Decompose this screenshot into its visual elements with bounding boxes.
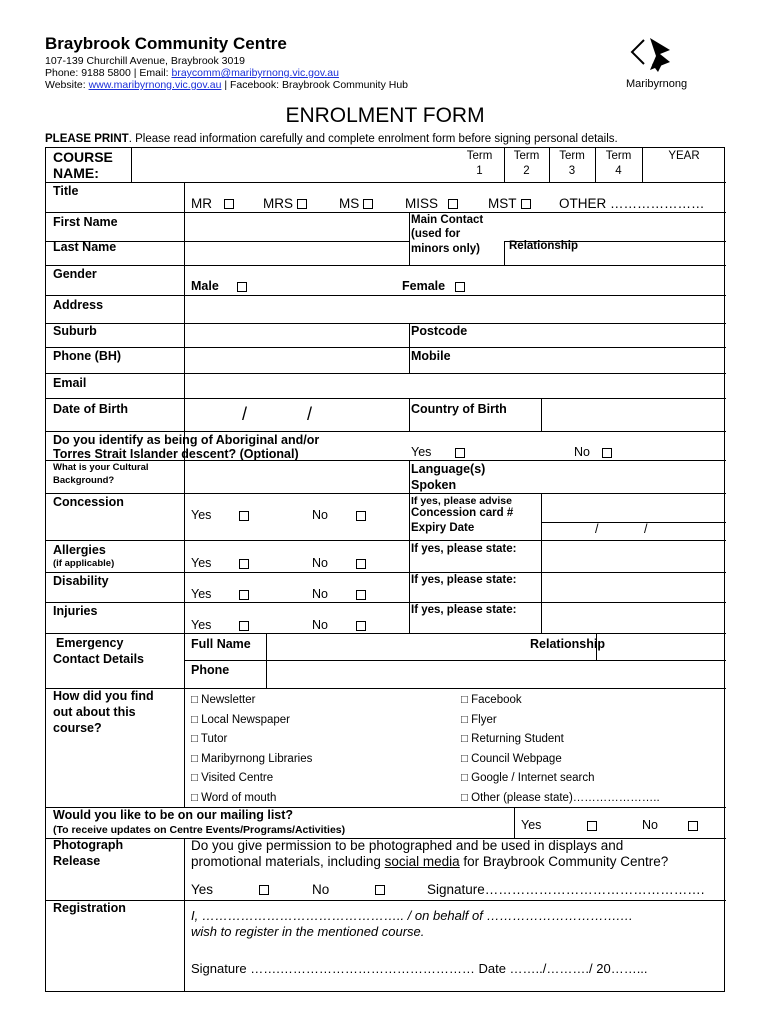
how-option-left-5[interactable]: □ Word of mouth: [191, 791, 277, 804]
intro-bold: PLEASE PRINT: [45, 133, 129, 145]
yes-label: Yes: [191, 587, 212, 601]
title-option-other[interactable]: OTHER …………………: [559, 196, 705, 211]
how-option-left-1[interactable]: □ Local Newspaper: [191, 713, 290, 726]
col-divider: [409, 398, 410, 431]
row-divider: [46, 265, 726, 266]
checkbox[interactable]: [239, 559, 249, 569]
title-option-mst[interactable]: [488, 196, 531, 212]
mobile-label: Mobile: [411, 349, 451, 363]
checkbox[interactable]: [239, 511, 249, 521]
injuries-no[interactable]: [312, 618, 366, 633]
title-option-mr[interactable]: [191, 196, 234, 212]
org-address: 107-139 Churchill Avenue, Braybrook 3019: [45, 55, 246, 67]
yes-label: Yes: [191, 882, 214, 897]
no-label: No: [312, 618, 328, 632]
registration-declaration-2: wish to register in the mentioned course.: [191, 924, 425, 939]
how-option-right-4[interactable]: □ Google / Internet search: [461, 772, 595, 784]
how-option-right-1[interactable]: □ Flyer: [461, 713, 497, 726]
injuries-state-label: If yes, please state:: [411, 604, 517, 616]
term-2-label: Term: [513, 150, 540, 162]
last-name-field[interactable]: [185, 242, 408, 264]
photo-q-text-end: for Braybrook Community Centre?: [459, 854, 669, 869]
how-option-right-5[interactable]: □ Other (please state)…………………..: [461, 791, 660, 804]
term-4-number: 4: [615, 165, 622, 177]
phone-text: Phone: 9188 5800 | Email:: [45, 67, 172, 79]
injuries-yes[interactable]: [191, 618, 249, 633]
col-divider: [409, 212, 410, 265]
website-prefix: Website:: [45, 79, 89, 91]
checkbox[interactable]: [455, 448, 465, 458]
checkbox[interactable]: [239, 621, 249, 631]
row-divider: [46, 431, 726, 432]
no-label: No: [312, 882, 330, 897]
emergency-relationship-label: Relationship: [530, 637, 606, 651]
registration-label: Registration: [53, 901, 126, 915]
row-divider: [46, 323, 726, 324]
how-found-label-2: out about this: [53, 705, 136, 719]
how-found-label-3: course?: [53, 721, 102, 735]
checkbox[interactable]: [448, 199, 458, 209]
mailing-no[interactable]: [642, 818, 698, 833]
social-media-text: social media: [384, 854, 460, 869]
term-4-label: Term: [605, 150, 632, 162]
org-website: [45, 79, 408, 91]
col-divider: [184, 182, 185, 808]
no-label: No: [312, 508, 328, 522]
allergies-sub-label: (if applicable): [53, 558, 115, 569]
org-phone-email: [45, 67, 339, 79]
female-label: Female: [402, 279, 446, 293]
main-contact-label: Main Contact: [411, 214, 484, 226]
intro-rest: . Please read information carefully and complete enrolment form before signing personal details.: [128, 133, 618, 145]
title-mrs-label: MRS: [263, 196, 293, 211]
mailing-list-question: Would you like to be on our mailing list?: [53, 808, 294, 822]
col-divider: [504, 241, 505, 265]
form-title: ENROLMENT FORM: [285, 104, 485, 127]
course-label-2: NAME:: [53, 165, 99, 181]
checkbox[interactable]: [688, 821, 698, 831]
how-option-right-2[interactable]: □ Returning Student: [461, 733, 564, 745]
col-divider: [541, 493, 542, 633]
no-label: No: [312, 587, 328, 601]
phone-bh-label: Phone (BH): [53, 349, 122, 363]
mailing-yes[interactable]: [521, 818, 597, 833]
allergies-label: Allergies: [53, 543, 106, 557]
emergency-full-name-label: Full Name: [191, 637, 251, 651]
disability-yes[interactable]: [191, 587, 249, 602]
logo-text: Maribyrnong: [626, 78, 688, 90]
how-option-right-3[interactable]: □ Council Webpage: [461, 752, 562, 765]
term-1-label: Term: [466, 150, 493, 162]
col-divider: [184, 838, 185, 992]
term-1-number: 1: [476, 165, 483, 177]
how-option-left-0[interactable]: □ Newsletter: [191, 694, 256, 706]
checkbox[interactable]: [363, 199, 373, 209]
checkbox[interactable]: [356, 559, 366, 569]
title-mst-label: MST: [488, 196, 517, 211]
row-divider: [46, 602, 726, 603]
col-divider: [409, 460, 410, 633]
concession-no[interactable]: [312, 508, 366, 523]
allergies-yes[interactable]: [191, 556, 249, 571]
form-intro: [45, 133, 618, 145]
row-divider: [541, 522, 726, 523]
title-option-miss[interactable]: [405, 196, 458, 212]
photo-question: Do you give permission to be photographed and be used in displays and: [191, 838, 624, 853]
no-label: No: [574, 445, 590, 459]
website-link[interactable]: www.maribyrnong.vic.gov.au: [88, 79, 222, 91]
relationship-label: Relationship: [509, 240, 579, 252]
checkbox[interactable]: [602, 448, 612, 458]
checkbox[interactable]: [356, 511, 366, 521]
first-name-label: First Name: [53, 215, 118, 229]
checkbox[interactable]: [239, 590, 249, 600]
emergency-label-2: Contact Details: [53, 652, 144, 666]
col-divider: [266, 633, 267, 688]
expiry-separator: /: [595, 522, 599, 536]
checkbox[interactable]: [356, 621, 366, 631]
no-label: No: [642, 818, 658, 832]
dob-label: Date of Birth: [53, 402, 128, 416]
title-option-mrs[interactable]: [263, 196, 307, 212]
photo-signature-line[interactable]: Signature………………………………………….: [427, 882, 705, 897]
row-divider: [46, 398, 726, 399]
injuries-label: Injuries: [53, 604, 98, 618]
checkbox[interactable]: [587, 821, 597, 831]
allergies-no[interactable]: [312, 556, 366, 571]
gender-label: Gender: [53, 267, 97, 281]
cultural-background-label: What is your Cultural: [53, 462, 149, 473]
row-divider: [46, 493, 726, 494]
address-field[interactable]: [185, 296, 725, 322]
no-label: No: [312, 556, 328, 570]
cultural-background-label-2: Background?: [53, 475, 115, 486]
row-divider: [46, 572, 726, 573]
row-divider: [46, 540, 726, 541]
concession-yes[interactable]: [191, 508, 249, 523]
allergies-state-label: If yes, please state:: [411, 543, 517, 555]
row-divider: [46, 900, 726, 901]
term-3-label: Term: [559, 150, 585, 162]
row-divider: [46, 182, 726, 183]
main-contact-label-3: minors only): [411, 243, 481, 255]
title-mr-label: MR: [191, 196, 212, 211]
maribyrnong-logo: [622, 34, 714, 98]
title-label: Title: [53, 184, 79, 198]
title-option-ms[interactable]: [339, 196, 373, 212]
last-name-label: Last Name: [53, 240, 117, 254]
email-link[interactable]: braycomm@maribyrnong.vic.gov.au: [171, 67, 339, 79]
gender-male[interactable]: [191, 279, 247, 294]
how-found-label: How did you find: [53, 689, 154, 703]
term-3-number: 3: [568, 165, 576, 177]
term-2-number: 2: [523, 165, 530, 177]
dob-separator: /: [242, 404, 248, 424]
photo-no[interactable]: [312, 882, 385, 898]
disability-no[interactable]: [312, 587, 366, 602]
main-contact-label-2: (used for: [411, 228, 461, 240]
row-divider: [46, 347, 726, 348]
dob-separator: /: [307, 404, 313, 424]
how-option-right-0[interactable]: □ Facebook: [461, 694, 522, 706]
suburb-label: Suburb: [53, 324, 97, 338]
concession-card-label: Concession card #: [411, 507, 514, 519]
enrolment-form-table: [45, 147, 725, 992]
disability-state-label: If yes, please state:: [411, 574, 517, 586]
col-divider: [541, 398, 542, 431]
checkbox[interactable]: [224, 199, 234, 209]
photo-question-2: [191, 854, 668, 870]
address-label: Address: [53, 298, 104, 312]
checkbox[interactable]: [455, 282, 465, 292]
atsi-no[interactable]: [574, 445, 612, 460]
col-divider: [409, 323, 410, 373]
year-label: YEAR: [668, 150, 700, 162]
checkbox[interactable]: [237, 282, 247, 292]
emergency-label: Emergency: [56, 636, 124, 650]
yes-label: Yes: [191, 556, 212, 570]
yes-label: Yes: [411, 445, 432, 459]
registration-signature-date[interactable]: Signature …….……………………………………… Date ……../………./ 20……...: [191, 961, 648, 976]
photo-yes[interactable]: [191, 882, 269, 898]
mailing-list-sub: (To receive updates on Centre Events/Programs/Activities): [53, 824, 346, 836]
expiry-date-label: Expiry Date: [411, 522, 475, 534]
atsi-question: Do you identify as being of Aboriginal and/or: [53, 433, 320, 447]
yes-label: Yes: [191, 618, 212, 632]
checkbox[interactable]: [521, 199, 531, 209]
course-label: COURSE: [53, 149, 113, 165]
concession-label: Concession: [53, 495, 124, 509]
country-of-birth-label: Country of Birth: [411, 402, 507, 416]
checkbox[interactable]: [297, 199, 307, 209]
col-divider: [514, 807, 515, 838]
first-name-field[interactable]: [185, 213, 408, 240]
photo-release-label-2: Release: [53, 854, 101, 868]
how-option-left-2[interactable]: □ Tutor: [191, 733, 228, 745]
disability-label: Disability: [53, 574, 109, 588]
photo-q-text: promotional materials, including: [191, 854, 385, 869]
photo-release-label: Photograph: [53, 838, 124, 852]
title-miss-label: MISS: [405, 196, 439, 211]
facebook-text: | Facebook: Braybrook Community Hub: [221, 79, 409, 91]
how-option-left-4[interactable]: □ Visited Centre: [191, 772, 274, 784]
postcode-label: Postcode: [411, 324, 468, 338]
yes-label: Yes: [521, 818, 542, 832]
male-label: Male: [191, 279, 219, 293]
expiry-separator: /: [644, 522, 648, 536]
checkbox[interactable]: [356, 590, 366, 600]
language-label-2: Spoken: [411, 478, 457, 492]
concession-advise-label: If yes, please advise: [411, 495, 512, 507]
registration-declaration[interactable]: I, ……………………………………….. / on behalf of ………………………….…: [191, 908, 634, 923]
yes-label: Yes: [191, 508, 212, 522]
emergency-phone-label: Phone: [191, 663, 230, 677]
course-name-field[interactable]: [132, 149, 503, 181]
row-divider: [46, 633, 726, 634]
title-ms-label: MS: [339, 196, 360, 211]
org-name: Braybrook Community Centre: [45, 34, 287, 53]
email-field[interactable]: [185, 374, 725, 397]
language-label: Language(s): [411, 462, 486, 476]
atsi-question-2: Torres Strait Islander descent? (Optional): [53, 447, 299, 461]
atsi-yes[interactable]: [411, 445, 465, 460]
email-label: Email: [53, 376, 87, 390]
how-option-left-3[interactable]: □ Maribyrnong Libraries: [191, 752, 313, 765]
gender-female[interactable]: [402, 279, 465, 294]
checkbox[interactable]: [259, 885, 269, 895]
checkbox[interactable]: [375, 885, 385, 895]
